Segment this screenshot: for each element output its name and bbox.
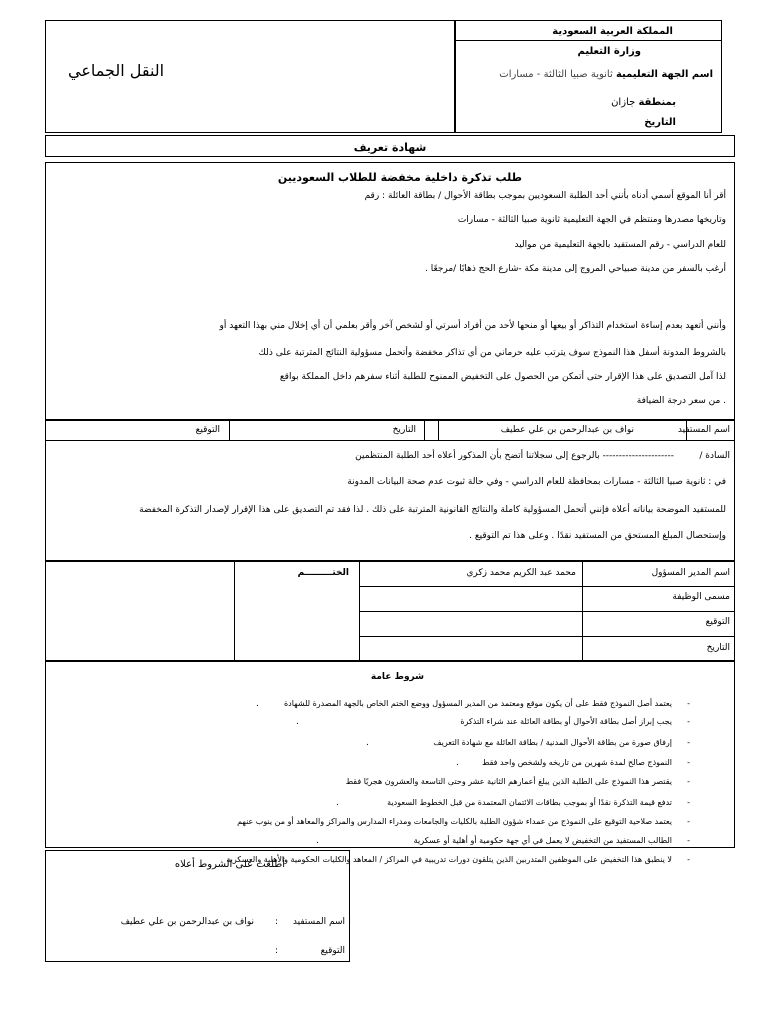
pledge-line-3: لذا آمل التصديق على هذا الإقرار حتى أتمكن من الحصول على التخفيض الممنوح للطلبة أثناء سفرهم داخل المملكة بواقع <box>279 372 726 382</box>
official-table <box>45 561 735 661</box>
ack-colon-1: : <box>275 917 279 927</box>
kingdom-name: المملكة العربية السعودية <box>552 26 673 37</box>
request-line-2: وتاريخها مصدرها ومنتظم في الجهة التعليمية ثانوية صبيا الثالثة - مسارات <box>457 215 726 225</box>
region-line <box>611 97 676 108</box>
entity-value: ثانوية صبيا الثالثة - مسارات <box>499 69 613 80</box>
verification-line-1: ---------------------- بالرجوع إلى سجلاتنا أتضح بأن المذكور أعلاه أحد الطلبة المنتظمين <box>355 451 674 461</box>
verification-line-3: للمستفيد الموضحة بياناته أعلاه فإنني أتحمل المسؤولية كاملة والنتائج القانونية المترتبة على ذلك . لذا فقد تم التصديق على هذا الإقرار لإصدار التذكرة المخفضة <box>139 505 726 515</box>
condition-item: - لا ينطبق هذا التخفيض على الموظفين المتدربين الذين يتلقون دورات تدريبية في المراكز / المعاهد والكليات الحكومية والأهلية والعسكرية <box>226 855 690 864</box>
region-label: بمنطقة <box>638 97 676 108</box>
ack-beneficiary-name: نواف بن عبدالرحمن بن علي عطيف <box>120 917 254 927</box>
ack-colon-2: : <box>275 946 279 956</box>
condition-item: - يعتمد صلاحية التوقيع على النموذج من عمداء شؤون الطلبة بالكليات والجامعات ومدراء المدارس والمراكز والمعاهد أو من ينوب عنهم <box>237 817 690 826</box>
acknowledgement-box <box>45 850 350 962</box>
official-signature-label: التوقيع <box>705 617 730 627</box>
request-signature-label: التوقيع <box>195 425 220 435</box>
certificate-title: شهادة تعريف <box>353 141 427 154</box>
stamp-label: الختـــــــــم <box>297 568 349 578</box>
condition-dot-4: . <box>456 758 459 768</box>
condition-item: - يعتمد أصل النموذج فقط على أن يكون موقع ومعتمد من المدير المسؤول ووضع الختم الخاص بالجهة المصدرة للشهادة <box>283 699 690 708</box>
pledge-line-2: بالشروط المدونة أسفل هذا النموذج سوف يترتب عليه حرماني من أي تذاكر مخفضة وأتحمل مسؤولية النتائج المترتبة على ذلك <box>258 348 726 358</box>
logo-text: النقل الجماعي <box>68 61 165 80</box>
condition-item: - الطالب المستفيد من التخفيض لا يعمل في أي جهة حكومية أو أهلية أو عسكرية <box>413 836 690 845</box>
verification-line-4: وإستحصال المبلغ المستحق من المستفيد نقدًا . وعلى هذا تم التوقيع . <box>469 531 726 541</box>
conditions-section <box>45 661 735 864</box>
condition-dot-3: . <box>366 738 369 748</box>
condition-dot-1: . <box>256 699 259 709</box>
ack-beneficiary-label: اسم المستفيد <box>292 917 345 927</box>
header-date-label: التاريخ <box>644 117 676 128</box>
certificate-title-box <box>45 135 735 157</box>
official-date-label: التاريخ <box>706 643 730 653</box>
beneficiary-name: نواف بن عبدالرحمن بن علي عطيف <box>500 425 634 435</box>
manager-label: اسم المدير المسؤول <box>651 568 730 578</box>
region-value: جازان <box>611 97 636 108</box>
pledge-line-1: وأنني أتعهد بعدم إساءة استخدام التذاكر أو بيعها أو منحها لأحد من أفراد أسرتي أو لشخص آخر وأقر بعلمي أن أي إخلال مني بهذا التعهد أو <box>219 321 726 331</box>
condition-dot-6: . <box>316 836 319 846</box>
verification-label: السادة / <box>699 451 730 461</box>
acknowledgement-title: أطلعت على الشروط أعلاه <box>174 859 285 870</box>
entity-line <box>499 69 713 80</box>
condition-dot-5: . <box>336 798 339 808</box>
ministry-name: وزارة التعليم <box>577 46 641 57</box>
condition-item: - يقتصر هذا النموذج على الطلبة الذين يبلغ أعمارهم الثانية عشر وحتى التاسعة والعشرون هجريًا فقط <box>345 777 690 786</box>
pledge-line-4: . من سعر درجة الضيافة <box>636 396 726 406</box>
request-title: طلب تذكرة داخلية مخفضة للطلاب السعوديين <box>277 171 522 184</box>
ack-signature-label: التوقيع <box>320 946 345 956</box>
condition-item: - إرفاق صورة من بطاقة الأحوال المدنية / بطاقة العائلة مع شهادة التعريف <box>433 738 690 747</box>
manager-name: محمد عبد الكريم محمد زكري <box>466 568 576 578</box>
condition-item: - النموذج صالح لمدة شهرين من تاريخه ولشخص واحد فقط <box>482 758 690 767</box>
verification-section <box>45 421 735 561</box>
condition-dot-2: . <box>296 717 299 727</box>
entity-label: اسم الجهة التعليمية <box>615 69 713 80</box>
conditions-title: شروط عامة <box>370 672 424 682</box>
job-title-label: مسمى الوظيفة <box>672 592 730 602</box>
request-section <box>45 162 735 420</box>
request-line-3: للعام الدراسي - رقم المستفيد بالجهة التعليمية من مواليد <box>514 240 726 250</box>
logo-box <box>45 20 455 133</box>
header-info-box <box>455 20 722 133</box>
verification-line-2: في : ثانوية صبيا الثالثة - مسارات بمحافظة للعام الدراسي - وفي حالة ثبوت عدم صحة البيانات المدونة <box>347 477 726 487</box>
beneficiary-label: اسم المستفيد <box>677 425 730 435</box>
request-date-label: التاريخ <box>392 425 416 435</box>
condition-item: - يجب إبراز أصل بطاقة الأحوال أو بطاقة العائلة عند شراء التذكرة <box>460 717 690 726</box>
request-line-1: أقر أنا الموقع أسمي أدناه بأنني أحد الطلبة السعوديين بموجب بطاقة الأحوال / بطاقة العائلة : رقم <box>364 191 726 201</box>
condition-item: - تدفع قيمة التذكرة نقدًا أو بموجب بطاقات الائتمان المعتمدة من قبل الخطوط السعودية <box>387 798 690 807</box>
request-line-4: أرغب بالسفر من مدينة صبياحي المروج إلى مدينة مكة -شارع الحج ذهابًا /مرجعًا . <box>425 264 726 274</box>
